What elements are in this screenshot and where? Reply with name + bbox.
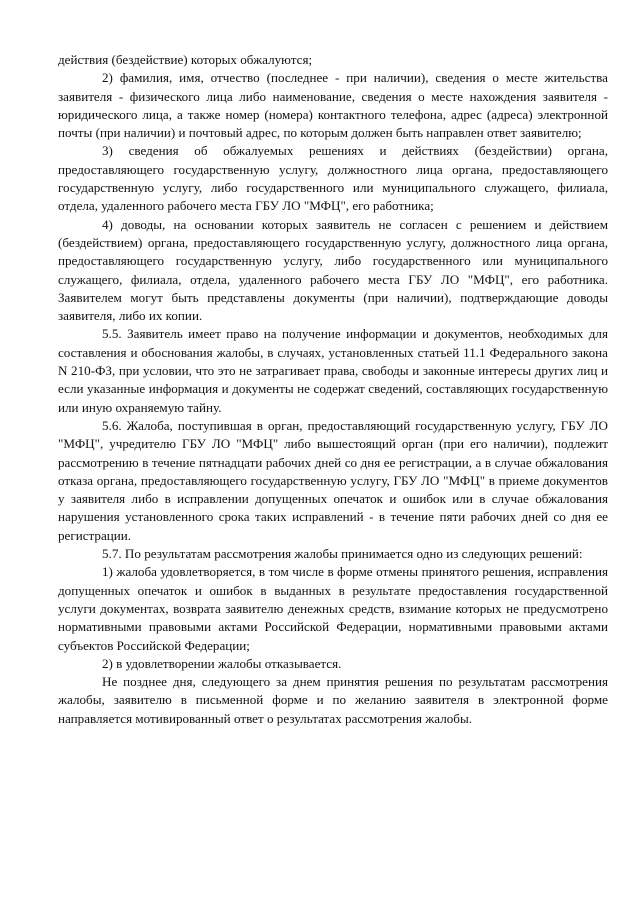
paragraph-item-2-applicant-details: 2) фамилия, имя, отчество (последнее - при наличии), сведения о месте жительства заявителя - физического лица либо наименование, сведения о месте нахождения заявителя - юридического лица, а также номер (номера) контактного телефона, адрес (адреса) электронной почты (при наличии) и почтовый адрес, по которым должен быть направлен ответ заявителю; bbox=[58, 70, 608, 141]
paragraph-5-6: 5.6. Жалоба, поступившая в орган, предоставляющий государственную услугу, ГБУ ЛО "МФЦ", учредителю ГБУ ЛО "МФЦ" либо вышестоящий орган (при его наличии), подлежит рассмотрению в течение пятнадцати рабочих дней со дня ее регистрации, а в случае обжалования отказа органа, предоставляющего государственную услугу, ГБУ ЛО "МФЦ" в приеме документов у заявителя либо в исправлении допущенных опечаток и ошибок или в случае обжалования нарушения установленного срока таких исправлений - в течение пяти рабочих дней со дня ее регистрации. bbox=[58, 417, 608, 543]
paragraph-continuation: действия (бездействие) которых обжалуются; bbox=[58, 52, 313, 67]
paragraph-decision-2: 2) в удовлетворении жалобы отказывается. bbox=[102, 655, 342, 671]
paragraph-decision-1: 1) жалоба удовлетворяется, в том числе в форме отмены принятого решения, исправления допущенных опечаток и ошибок в выданных в результате предоставления государственной услуги документах, возврата заявителю денежных средств, взимание которых не предусмотрено нормативными правовыми актами Российской Федерации, нормативными правовыми актами субъектов Российской Федерации; bbox=[58, 564, 608, 653]
paragraph-response-deadline: Не позднее дня, следующего за днем принятия решения по результатам рассмотрения жалобы, заявителю в письменной форме и по желанию заявителя в электронной форме направляется мотивированный ответ о результатах рассмотрения жалобы. bbox=[58, 674, 608, 726]
paragraph-5-5: 5.5. Заявитель имеет право на получение информации и документов, необходимых для составления и обоснования жалобы, в случаях, установленных статьей 11.1 Федерального закона N 210-ФЗ, при условии, что это не затрагивает права, свободы и законные интересы других лиц и если указанные информация и документы не содержат сведений, составляющих государственную или иную охраняемую тайну. bbox=[58, 326, 608, 415]
document-page bbox=[58, 51, 608, 728]
paragraph-5-7: 5.7. По результатам рассмотрения жалобы принимается одно из следующих решений: bbox=[102, 546, 583, 562]
paragraph-item-3-appealed-decisions: 3) сведения об обжалуемых решениях и действиях (бездействии) органа, предоставляющего государственную услугу, должностного лица органа, предоставляющего государственную услугу, либо государственного или муниципального служащего, филиала, отдела, удаленного рабочего места ГБУ ЛО "МФЦ", его работника; bbox=[58, 143, 608, 214]
paragraph-item-4-arguments: 4) доводы, на основании которых заявитель не согласен с решением и действием (бездействием) органа, предоставляющего государственную услугу, должностного лица органа, предоставляющего государственную услугу, либо государственного или муниципального служащего, филиала, отдела, удаленного рабочего места ГБУ ЛО "МФЦ", его работника. Заявителем могут быть представлены документы (при наличии), подтверждающие доводы заявителя, либо их копии. bbox=[58, 216, 608, 324]
